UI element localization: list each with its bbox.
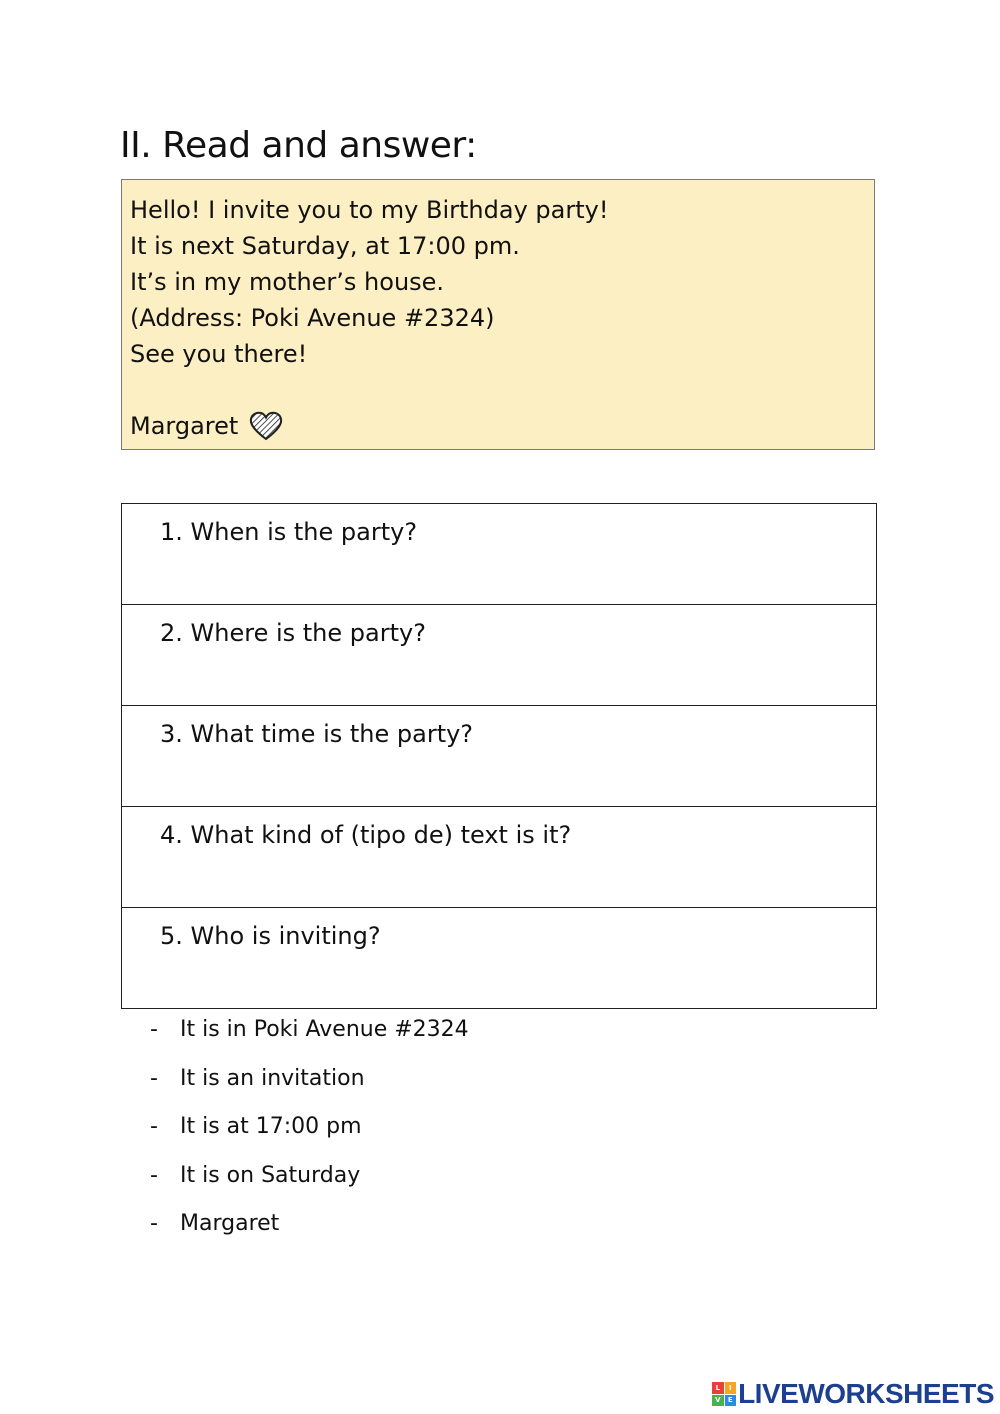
- invitation-line: (Address: Poki Avenue #2324): [130, 304, 495, 332]
- answer-option-text: It is an invitation: [180, 1065, 365, 1091]
- question-row: [122, 605, 877, 706]
- bullet-dash: -: [150, 1017, 158, 1042]
- heart-icon: [248, 410, 284, 442]
- answer-option[interactable]: [150, 1103, 469, 1152]
- answer-option-text: Margaret: [180, 1211, 280, 1236]
- question-cell: 5. Who is inviting?: [122, 908, 877, 1009]
- answer-option-text: It is at 17:00 pm: [180, 1114, 362, 1139]
- answer-option-text: It is on Saturday: [180, 1162, 361, 1188]
- logo-letter: I: [725, 1382, 737, 1394]
- question-row: [122, 908, 877, 1009]
- answer-option[interactable]: [150, 1152, 469, 1201]
- bullet-dash: -: [150, 1114, 158, 1139]
- bullet-dash: -: [150, 1065, 158, 1091]
- question-cell: 2. Where is the party?: [122, 605, 877, 706]
- invitation-line: It is next Saturday, at 17:00 pm.: [130, 232, 520, 260]
- liveworksheets-logo-icon: [712, 1382, 736, 1406]
- signature-name: Margaret: [130, 412, 239, 440]
- question-row: [122, 706, 877, 807]
- bullet-dash: -: [150, 1162, 158, 1188]
- answer-option-text: It is in Poki Avenue #2324: [180, 1017, 469, 1042]
- logo-letter: L: [712, 1382, 724, 1394]
- bullet-dash: -: [150, 1211, 158, 1236]
- answer-option[interactable]: [150, 1200, 469, 1249]
- invitation-spacer: [130, 372, 866, 408]
- answer-option[interactable]: [150, 1055, 469, 1104]
- invitation-box: [121, 179, 875, 450]
- question-row: [122, 504, 877, 605]
- liveworksheets-brand[interactable]: [712, 1378, 994, 1410]
- answer-options-list: [150, 1006, 469, 1249]
- liveworksheets-wordmark: [738, 1378, 994, 1410]
- answer-option[interactable]: [150, 1006, 469, 1055]
- question-cell: 1. When is the party?: [122, 504, 877, 605]
- invitation-line: Hello! I invite you to my Birthday party!: [130, 196, 609, 224]
- wordmark-live: LIVE: [738, 1378, 799, 1409]
- question-row: [122, 807, 877, 908]
- invitation-signature: [130, 408, 866, 444]
- worksheet-title: II. Read and answer:: [120, 125, 477, 166]
- question-cell: 3. What time is the party?: [122, 706, 877, 807]
- invitation-line: See you there!: [130, 340, 308, 368]
- question-cell: 4. What kind of (tipo de) text is it?: [122, 807, 877, 908]
- invitation-line: It’s in my mother’s house.: [130, 268, 445, 296]
- logo-letter: E: [725, 1395, 737, 1407]
- questions-table: [121, 503, 877, 1009]
- wordmark-worksheets: WORKSHEETS: [798, 1378, 994, 1409]
- logo-letter: V: [712, 1395, 724, 1407]
